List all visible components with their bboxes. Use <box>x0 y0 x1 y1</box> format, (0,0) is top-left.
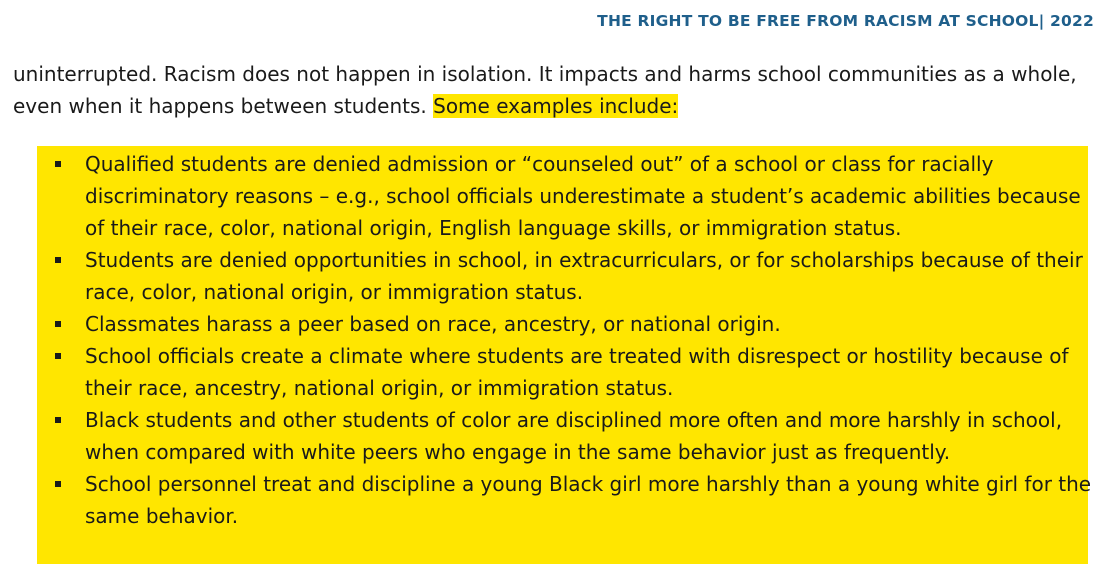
list-item <box>85 404 1095 468</box>
list-item-text: Students are denied opportunities in school, in extracurriculars, or for scholarships because of their race, color, national origin, or immigration status. <box>85 248 1083 304</box>
list-item-text: School officials create a climate where students are treated with disrespect or hostility because of their race, ancestry, national origin, or immigration status. <box>85 344 1069 400</box>
list-item <box>85 468 1095 532</box>
list-item-text: School personnel treat and discipline a young Black girl more harshly than a young white girl for the same behavior. <box>85 472 1092 528</box>
intro-paragraph <box>13 58 1105 122</box>
list-item <box>85 308 1095 340</box>
square-bullet-icon <box>55 161 61 167</box>
running-header: THE RIGHT TO BE FREE FROM RACISM AT SCHOOL| 2022 <box>597 12 1094 30</box>
list-item <box>85 148 1095 244</box>
square-bullet-icon <box>55 481 61 487</box>
list-item-text: Classmates harass a peer based on race, ancestry, or national origin. <box>85 312 781 336</box>
examples-list <box>85 148 1095 532</box>
square-bullet-icon <box>55 257 61 263</box>
square-bullet-icon <box>55 353 61 359</box>
square-bullet-icon <box>55 321 61 327</box>
list-item <box>85 244 1095 308</box>
intro-highlight: Some examples include: <box>433 94 679 118</box>
list-item-text: Black students and other students of color are disciplined more often and more harshly in school, when compared with white peers who engage in the same behavior just as frequently. <box>85 408 1063 464</box>
intro-text: uninterrupted. Racism does not happen in isolation. It impacts and harms school communities as a whole, even when it happens between students. <box>13 62 1077 118</box>
list-item <box>85 340 1095 404</box>
list-item-text: Qualified students are denied admission or “counseled out” of a school or class for racially discriminatory reasons – e.g., school officials underestimate a student’s academic abilities because of their race, color, national origin, English language skills, or immigration status. <box>85 152 1081 240</box>
square-bullet-icon <box>55 417 61 423</box>
